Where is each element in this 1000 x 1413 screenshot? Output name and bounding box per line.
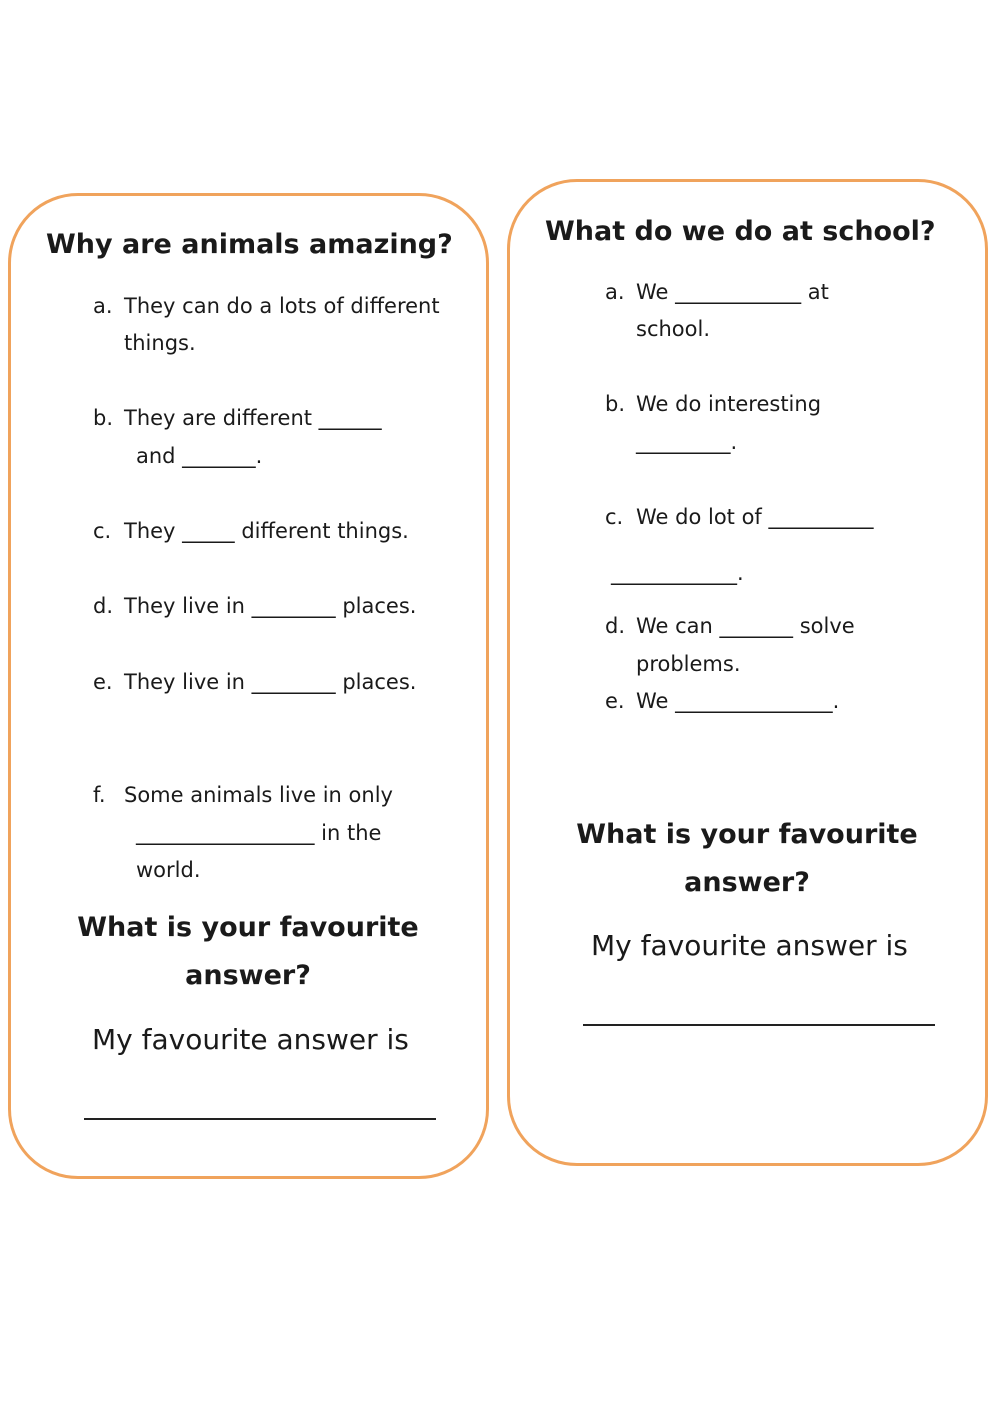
item-marker: c. [93,519,112,543]
item-text: We _______________. [636,689,840,713]
item-text: school. [636,317,711,341]
item-text: They can do a lots of different [124,294,440,318]
school-card [507,179,988,1166]
favourite-heading: What is your favourite [77,912,419,943]
item-text: ____________. [611,561,744,585]
item-marker: f. [93,783,106,807]
item-marker: e. [93,670,113,694]
item-text: world. [136,858,201,882]
animals-card-title: Why are animals amazing? [46,229,453,260]
item-text: things. [124,331,196,355]
item-text: They live in ________ places. [124,670,417,694]
favourite-heading: answer? [185,960,311,991]
item-text: They live in ________ places. [124,594,417,618]
item-marker: b. [605,392,626,416]
item-text: We ____________ at [636,280,829,304]
item-text: problems. [636,652,741,676]
item-marker: a. [605,280,625,304]
item-marker: c. [605,505,624,529]
item-text: _________________ in the [136,821,382,845]
item-text: We do lot of __________ [636,505,874,529]
item-text: and _______. [136,444,263,468]
item-marker: e. [605,689,625,713]
school-card-title: What do we do at school? [545,216,936,247]
item-marker: d. [93,594,114,618]
favourite-answer-label: My favourite answer is [92,1023,409,1056]
item-text: _________. [636,430,738,454]
item-text: We do interesting [636,392,822,416]
item-text: Some animals live in only [124,783,393,807]
item-marker: d. [605,614,626,638]
item-marker: b. [93,406,114,430]
item-marker: a. [93,294,113,318]
answer-line [84,1118,436,1120]
item-text: They _____ different things. [124,519,409,543]
favourite-heading: answer? [684,867,810,898]
item-text: We can _______ solve [636,614,855,638]
favourite-heading: What is your favourite [576,819,918,850]
item-text: They are different ______ [124,406,382,430]
favourite-answer-label: My favourite answer is [591,929,908,962]
answer-line [583,1024,935,1026]
